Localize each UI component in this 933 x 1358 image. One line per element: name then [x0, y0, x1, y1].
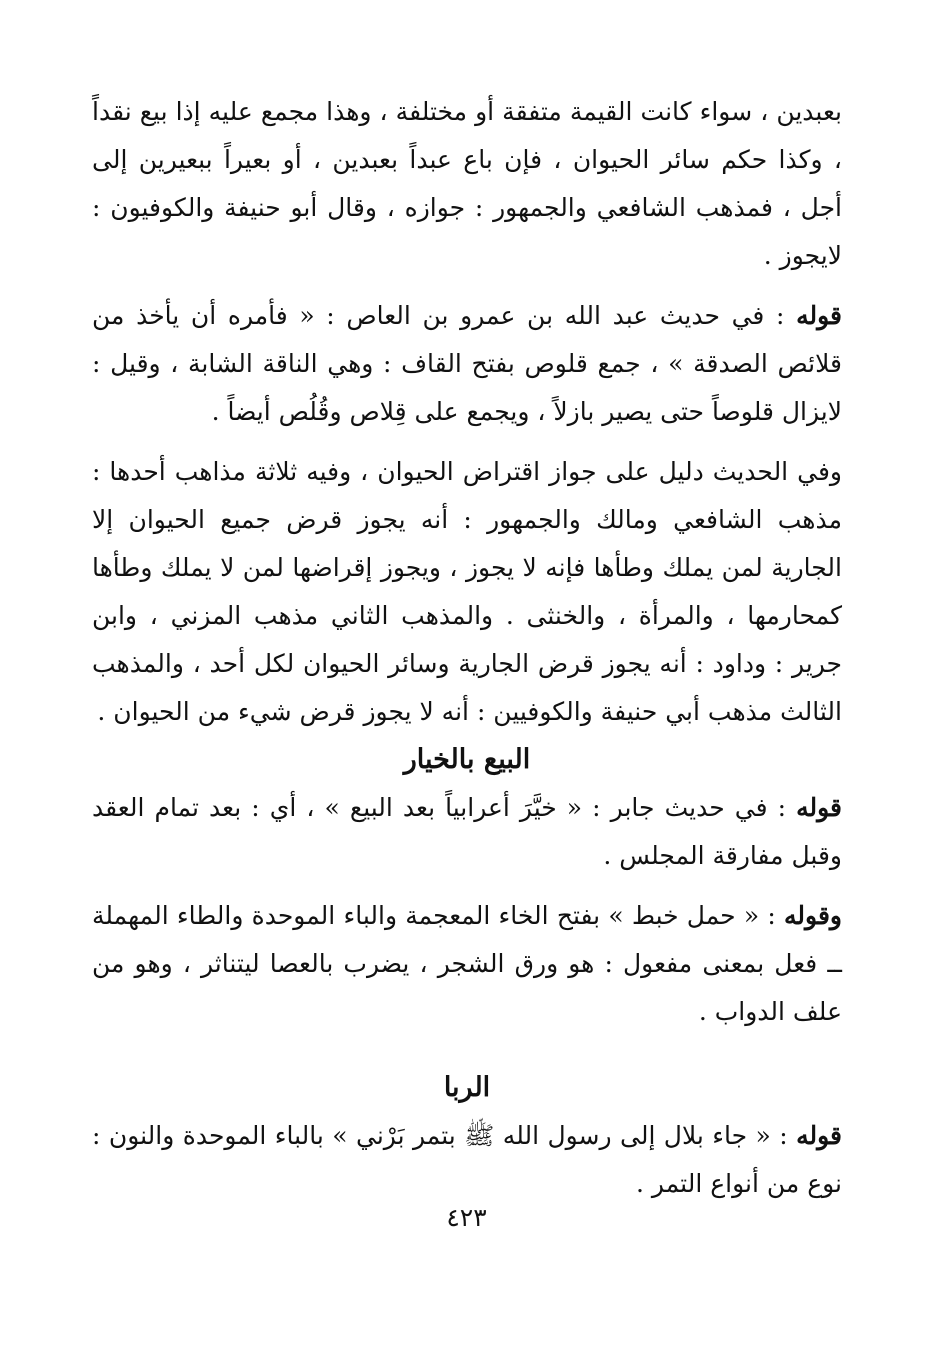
paragraph-1 — [92, 88, 842, 280]
paragraph-lead: قوله — [796, 793, 842, 822]
page-body — [92, 88, 842, 1208]
paragraph-text: : « حمل خبط » بفتح الخاء المعجمة والباء الموحدة والطاء المهملة ــ فعل بمعنى مفعول : هو ورق الشجر ، يضرب بالعصا ليتناثر ، وهو من علف الدواب . — [92, 901, 842, 1026]
paragraph-lead: وقوله — [784, 901, 842, 930]
paragraph-khiyar-1 — [92, 784, 842, 880]
paragraph-text: : « جاء بلال إلى رسول الله ﷺ بتمر بَرْني » بالباء الموحدة والنون : نوع من أنواع التمر . — [92, 1121, 842, 1198]
paragraph-3 — [92, 448, 842, 736]
paragraph-text: : في حديث جابر : « خيَّرَ أعرابياً بعد البيع » ، أي : بعد تمام العقد وقبل مفارقة المجلس . — [92, 793, 842, 870]
page-number: ٤٢٣ — [446, 1203, 487, 1232]
section-heading-khiyar: البيع بالخيار — [403, 744, 531, 775]
paragraph-text: بعبدين ، سواء كانت القيمة متفقة أو مختلفة ، وهذا مجمع عليه إذا بيع نقداً ، وكذا حكم سائر الحيوان ، فإن باع عبداً بعبدين ، أو بعيراً ببعيرين إلى أجل ، فمذهب الشافعي والجمهور : جوازه ، وقال أبو حنيفة والكوفيون : لايجوز . — [92, 97, 842, 270]
paragraph-text: وفي الحديث دليل على جواز اقتراض الحيوان ، وفيه ثلاثة مذاهب أحدها : مذهب الشافعي ومالك والجمهور : أنه يجوز قرض جميع الحيوان إلا الجارية لمن يملك وطأها فإنه لا يجوز ، ويجوز إقراضها لمن لا يملك وطأها كمحارمها ، والمرأة ، والخنثى . والمذهب الثاني مذهب المزني ، وابن جرير : وداود : أنه يجوز قرض الجارية وسائر الحيوان لكل أحد ، والمذهب الثالث مذهب أبي حنيفة والكوفيين : أنه لا يجوز قرض شيء من الحيوان . — [92, 457, 842, 726]
paragraph-2 — [92, 292, 842, 436]
paragraph-riba-1 — [92, 1112, 842, 1208]
paragraph-text: : في حديث عبد الله بن عمرو بن العاص : « فأمره أن يأخذ من قلائص الصدقة » ، جمع قلوص بفتح القاف : وهي الناقة الشابة ، وقيل : لايزال قلوصاً حتى يصير بازلاً ، ويجمع على قِلاص وقُلُص أيضاً . — [92, 301, 842, 426]
paragraph-lead: قوله — [796, 301, 842, 330]
section-heading-riba: الربا — [443, 1072, 491, 1103]
paragraph-lead: قوله — [796, 1121, 842, 1150]
paragraph-khiyar-2 — [92, 892, 842, 1036]
